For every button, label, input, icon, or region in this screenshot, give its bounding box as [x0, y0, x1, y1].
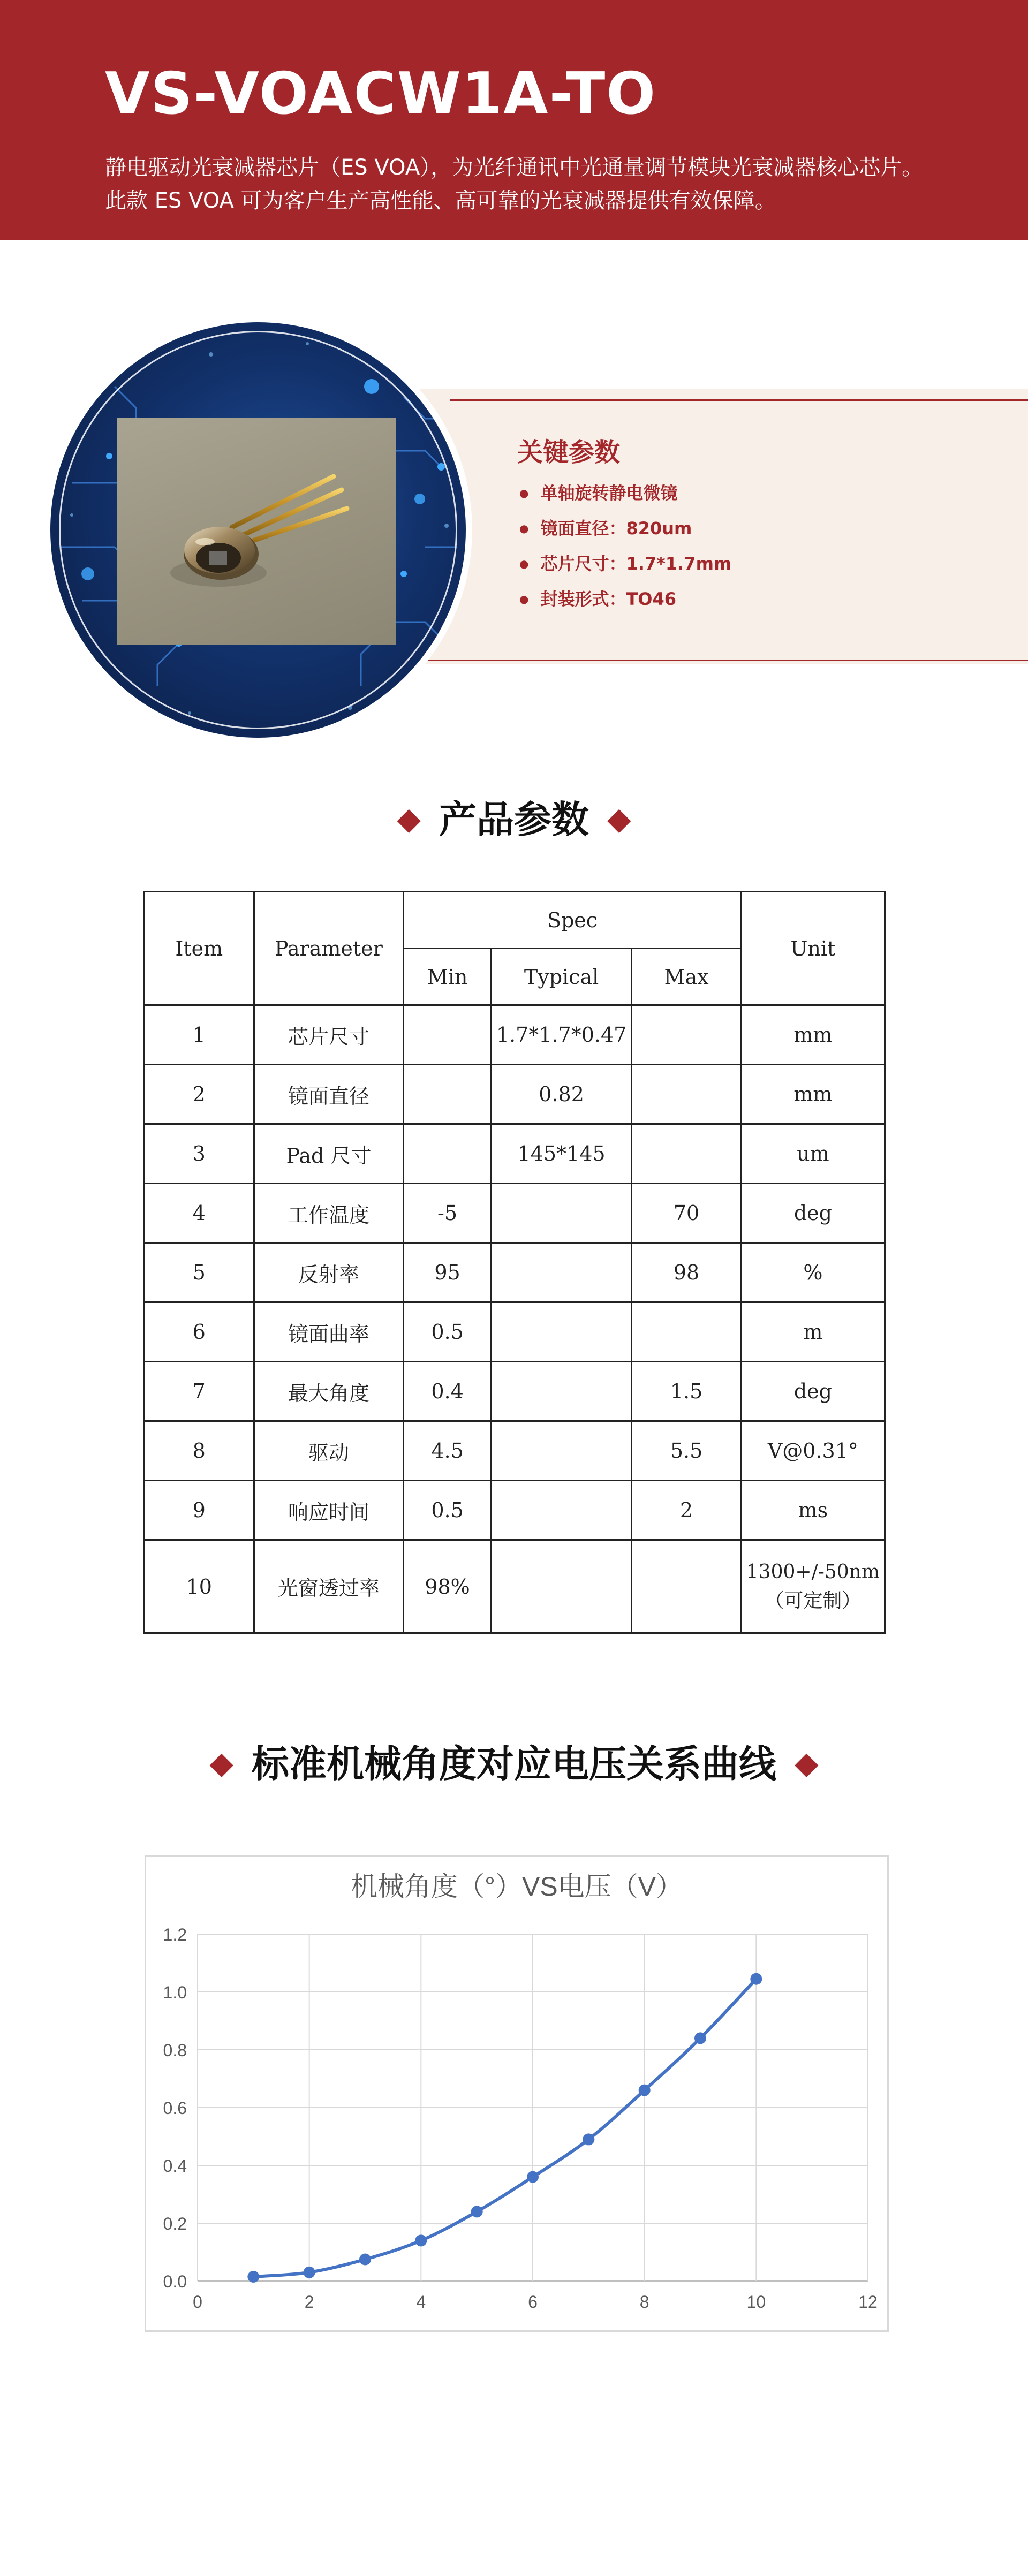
cell-min: 0.5	[404, 1481, 492, 1540]
header-min: Min	[404, 949, 492, 1005]
cell-typical	[491, 1184, 631, 1243]
chart-series	[247, 1973, 762, 2283]
diamond-icon: ◆	[397, 800, 421, 837]
cell-typical: 0.82	[491, 1065, 631, 1124]
header-unit: Unit	[741, 892, 885, 1005]
cell-max	[632, 1005, 741, 1065]
data-point	[247, 2271, 259, 2283]
key-param-item: ● 单轴旋转静电微镜	[519, 475, 731, 511]
band-bottom-divider	[407, 660, 1028, 661]
y-tick-label: 0.2	[163, 2214, 187, 2233]
data-point	[359, 2254, 371, 2266]
cell-item: 9	[145, 1481, 254, 1540]
x-tick-label: 4	[416, 2292, 426, 2312]
cell-parameter: Pad 尺寸	[254, 1124, 404, 1184]
table-row	[145, 1184, 885, 1243]
header-banner	[0, 0, 1028, 240]
y-tick-label: 0.0	[163, 2272, 187, 2291]
product-params-title: 产品参数	[439, 798, 589, 842]
cell-unit: mm	[741, 1005, 885, 1065]
x-tick-label: 6	[528, 2292, 538, 2312]
table-row	[145, 1005, 885, 1065]
angle-voltage-chart	[145, 1855, 889, 2332]
data-point	[750, 1973, 762, 1985]
y-tick-label: 0.4	[163, 2156, 187, 2176]
cell-item: 4	[145, 1184, 254, 1243]
header-max: Max	[632, 949, 741, 1005]
chart-title: 机械角度（°）VS电压（V）	[350, 1872, 683, 1901]
table-row	[145, 1243, 885, 1302]
x-tick-label: 0	[193, 2292, 202, 2312]
header-parameter: Parameter	[254, 892, 404, 1005]
cell-unit: um	[741, 1124, 885, 1184]
table-row	[145, 1540, 885, 1633]
cell-unit: m	[741, 1302, 885, 1362]
cell-typical	[491, 1362, 631, 1421]
y-tick-label: 1.2	[163, 1925, 187, 1944]
cell-item: 3	[145, 1124, 254, 1184]
cell-max: 5.5	[632, 1421, 741, 1481]
data-point	[304, 2267, 315, 2278]
chart-y-axis	[163, 1925, 187, 2291]
key-param-item: ● 芯片尺寸：1.7*1.7mm	[519, 546, 731, 581]
to46-package-illustration	[117, 418, 396, 645]
product-photo	[117, 418, 396, 645]
cell-parameter: 工作温度	[254, 1184, 404, 1243]
cell-max	[632, 1124, 741, 1184]
cell-parameter: 光窗透过率	[254, 1540, 404, 1633]
cell-typical	[491, 1243, 631, 1302]
cell-parameter: 镜面直径	[254, 1065, 404, 1124]
cell-min: 4.5	[404, 1421, 492, 1481]
key-param-item: ● 封装形式：TO46	[519, 581, 731, 617]
cell-typical	[491, 1481, 631, 1540]
chart-grid	[198, 1934, 868, 2281]
cell-min	[404, 1065, 492, 1124]
cell-max: 1.5	[632, 1362, 741, 1421]
cell-parameter: 最大角度	[254, 1362, 404, 1421]
cell-typical	[491, 1421, 631, 1481]
cell-item: 7	[145, 1362, 254, 1421]
product-title: VS-VOACW1A-TO	[105, 60, 657, 127]
x-tick-label: 2	[304, 2292, 314, 2312]
product-description: 静电驱动光衰减器芯片（ES VOA），为光纤通讯中光通量调节模块光衰减器核心芯片。此款 ES VOA 可为客户生产高性能、高可靠的光衰减器提供有效保障。	[105, 155, 924, 213]
y-tick-label: 0.8	[163, 2041, 187, 2060]
table-row	[145, 1124, 885, 1184]
x-tick-label: 12	[858, 2292, 878, 2312]
table-row	[145, 1421, 885, 1481]
y-tick-label: 1.0	[163, 1983, 187, 2002]
cell-item: 2	[145, 1065, 254, 1124]
cell-typical	[491, 1540, 631, 1633]
header-typical: Typical	[491, 949, 631, 1005]
cell-item: 1	[145, 1005, 254, 1065]
cell-max	[632, 1540, 741, 1633]
data-point	[471, 2206, 483, 2217]
chart-canvas	[146, 1857, 887, 2330]
data-point	[694, 2032, 706, 2044]
chart-x-axis	[193, 2292, 878, 2312]
key-params-list	[519, 475, 731, 617]
cell-typical: 145*145	[491, 1124, 631, 1184]
cell-typical	[491, 1302, 631, 1362]
cell-parameter: 反射率	[254, 1243, 404, 1302]
cell-item: 6	[145, 1302, 254, 1362]
cell-min: -5	[404, 1184, 492, 1243]
cell-min	[404, 1124, 492, 1184]
data-point	[415, 2234, 427, 2246]
cell-parameter: 响应时间	[254, 1481, 404, 1540]
cell-parameter: 驱动	[254, 1421, 404, 1481]
cell-parameter: 芯片尺寸	[254, 1005, 404, 1065]
cell-max	[632, 1302, 741, 1362]
x-tick-label: 10	[746, 2292, 766, 2312]
cell-max: 70	[632, 1184, 741, 1243]
key-param-item: ● 镜面直径：820um	[519, 511, 731, 546]
cell-max	[632, 1065, 741, 1124]
cell-unit: %	[741, 1243, 885, 1302]
cell-typical: 1.7*1.7*0.47	[491, 1005, 631, 1065]
cell-unit: deg	[741, 1362, 885, 1421]
cell-item: 5	[145, 1243, 254, 1302]
cell-min: 98%	[404, 1540, 492, 1633]
diamond-icon: ◆	[209, 1745, 233, 1781]
table-row	[145, 1302, 885, 1362]
data-point	[639, 2085, 651, 2096]
cell-unit: deg	[741, 1184, 885, 1243]
cell-unit: ms	[741, 1481, 885, 1540]
y-tick-label: 0.6	[163, 2098, 187, 2118]
cell-max: 98	[632, 1243, 741, 1302]
cell-min: 0.5	[404, 1302, 492, 1362]
table-row	[145, 1481, 885, 1540]
cell-min: 0.4	[404, 1362, 492, 1421]
diamond-icon: ◆	[795, 1745, 819, 1781]
cell-item: 10	[145, 1540, 254, 1633]
cell-parameter: 镜面曲率	[254, 1302, 404, 1362]
table-row	[145, 1065, 885, 1124]
cell-unit: 1300+/-50nm（可定制）	[741, 1540, 885, 1633]
data-point	[527, 2171, 539, 2183]
diamond-icon: ◆	[607, 800, 631, 837]
header-item: Item	[145, 892, 254, 1005]
cell-unit: mm	[741, 1065, 885, 1124]
key-params-title: 关键参数	[517, 437, 621, 467]
cell-max: 2	[632, 1481, 741, 1540]
table-row	[145, 1362, 885, 1421]
cell-item: 8	[145, 1421, 254, 1481]
cell-min	[404, 1005, 492, 1065]
header-spec: Spec	[404, 892, 741, 949]
band-top-divider	[450, 399, 1028, 401]
curve-heading	[0, 1742, 1028, 1786]
series-line	[253, 1979, 756, 2277]
curve-section-title: 标准机械角度对应电压关系曲线	[252, 1742, 776, 1786]
spec-table	[143, 891, 886, 1634]
data-point	[583, 2133, 594, 2145]
cell-min: 95	[404, 1243, 492, 1302]
x-tick-label: 8	[639, 2292, 649, 2312]
product-params-heading	[0, 798, 1028, 842]
cell-unit: V@0.31°	[741, 1421, 885, 1481]
